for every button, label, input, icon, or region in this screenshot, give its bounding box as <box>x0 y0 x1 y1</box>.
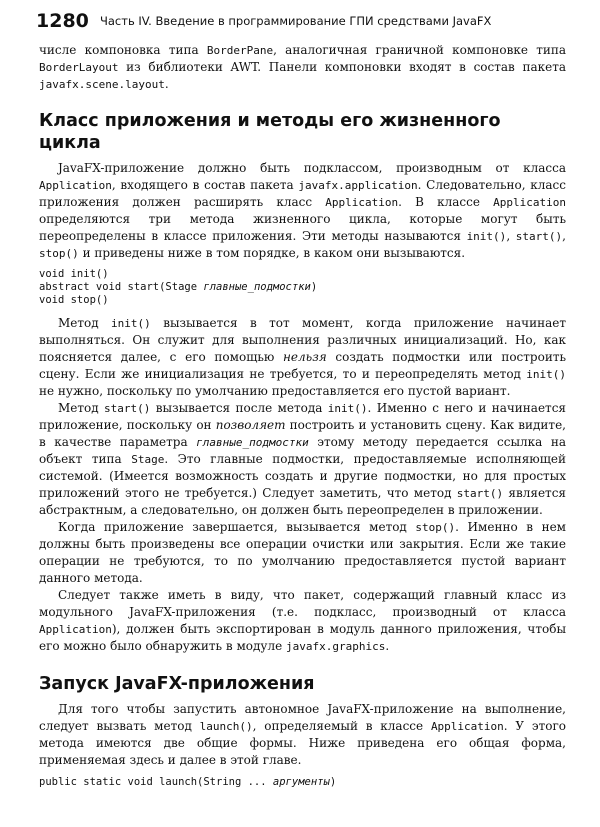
page-body <box>39 42 566 789</box>
intro-paragraph: числе компоновка типа BorderPane, аналогичная граничной компоновке типа BorderLayout из библиотеки AWT. Панели компоновки входят в состав пакета javafx.scene.layout. <box>39 43 566 91</box>
page-number: 1280 <box>36 10 89 32</box>
paragraph-stop-method: Когда приложение завершается, вызывается метод stop(). Именно в нем должны быть произведены все операции очистки или закрытия. Если же такие операции не требуются, то по умолчанию предоставляется пустой вариант данного метода. <box>39 520 566 585</box>
paragraph-start-method: Метод start() вызывается после метода init(). Именно с него и начинается приложение, поскольку он позволяет построить и установить сцену. Как видите, в качестве параметра главные_подмостки этому методу передается ссылка на объект типа Stage. Это главные подмостки, предоставляемые исполняющей системой. (Имеется возможность создать и другие подмостки, но для простых приложений этого не требуется.) Следует заметить, что метод start() является абстрактным, а следовательно, он должен быть переопределен в приложении. <box>39 401 566 517</box>
paragraph-init-method: Метод init() вызывается в тот момент, когда приложение начинает выполняться. Он служит для выполнения различных инициализаций. Но, как поясняется далее, с его помощью нельзя создать подмостки или построить сцену. Если же инициализация не требуется, то и переопределять метод init() не нужно, поскольку по умолчанию предоставляется его пустой вариант. <box>39 316 566 398</box>
code-line-init: void init() <box>39 268 109 280</box>
page-header <box>36 10 570 32</box>
section-heading-launch: Запуск JavaFX-приложения <box>39 674 315 694</box>
code-block-lifecycle <box>39 268 566 307</box>
code-line-launch: public static void launch(String ... аргументы) <box>39 776 337 788</box>
paragraph-launch-method: Для того чтобы запустить автономное JavaFX-приложение на выполнение, следует вызвать метод launch(), определяемый в классе Application. У этого метода имеются две общие формы. Ниже приведена его общая форма, применяемая здесь и далее в этой главе. <box>39 702 566 767</box>
code-line-stop: void stop() <box>39 294 109 306</box>
paragraph-application-class: JavaFX-приложение должно быть подклассом, производным от класса Application, входящего в состав пакета javafx.application. Следовательно, класс приложения должен расширять класс Application. В классе Application определяются три метода жизненного цикла, которые могут быть переопределены в классе приложения. Эти методы называются init(), start(), stop() и приведены ниже в том порядке, в каком они вызываются. <box>39 161 567 260</box>
section-heading-lifecycle: Класс приложения и методы его жизненного цикла <box>39 111 501 153</box>
paragraph-module-export: Следует также иметь в виду, что пакет, содержащий главный класс из модульного JavaFX-приложения (т.е. подкласс, производный от класса Application), должен быть экспортирован в модуль данного приложения, чтобы его можно было обнаружить в модуле javafx.graphics. <box>39 588 566 653</box>
running-title: Часть IV. Введение в программирование ГПИ средствами JavaFX <box>100 14 492 28</box>
code-line-start: abstract void start(Stage главные_подмостки) <box>39 281 318 293</box>
